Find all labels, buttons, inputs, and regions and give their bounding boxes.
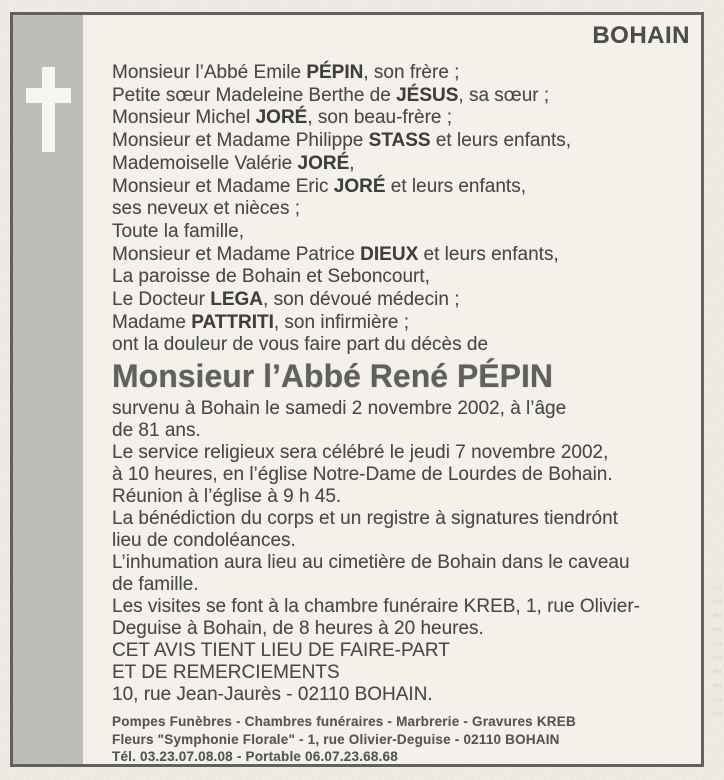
family-name: STASS (368, 130, 431, 152)
side-band (13, 15, 83, 764)
funeral-home-line: Pompes Funèbres - Chambres funéraires - Marbrerie - Gravures KREB (112, 714, 576, 730)
body-line: Les visites se font à la chambre funéraire KREB, 1, rue Olivier- (112, 596, 641, 618)
body-line: à 10 heures, en l’église Notre-Dame de Lourdes de Bohain. (112, 464, 613, 486)
cross-icon (26, 67, 71, 152)
body-line: L’inhumation aura lieu au cimetière de Bohain dans le caveau (112, 552, 630, 574)
family-line: Mademoiselle Valérie JORÉ, (112, 152, 355, 174)
family-line: ont la douleur de vous faire part du décès de (112, 334, 489, 356)
funeral-home-line: Tél. 03.23.07.08.08 - Portable 06.07.23.68.68 (112, 749, 398, 765)
funeral-home-info (112, 713, 695, 766)
family-name: DIEUX (360, 243, 419, 265)
body-line: survenu à Bohain le samedi 2 novembre 2002, à l’âge (112, 398, 567, 420)
funeral-home-line: Fleurs "Symphonie Florale" - 1, rue Olivier-Deguise - 02110 BOHAIN (112, 731, 560, 747)
deceased-name: Monsieur l’Abbé René PÉPIN (112, 358, 553, 395)
body-line: La bénédiction du corps et un registre à signatures tiendrónt (112, 508, 618, 530)
family-line: Le Docteur LEGA, son dévoué médecin ; (112, 289, 460, 311)
family-line: ses neveux et nièces ; (112, 198, 300, 220)
family-line: Monsieur et Madame Eric JORÉ et leurs enfants, (112, 175, 526, 197)
death-notice (10, 12, 704, 767)
body-line: Réunion à l’église à 9 h 45. (112, 486, 342, 508)
body-line: 10, rue Jean-Jaurès - 02110 BOHAIN. (112, 684, 433, 706)
family-name: JORÉ (255, 107, 308, 129)
body-line: de 81 ans. (112, 420, 201, 442)
family-list (112, 62, 695, 357)
family-name: LEGA (210, 289, 264, 311)
body-line: de famille. (112, 574, 199, 596)
family-name: PÉPIN (306, 62, 364, 83)
cross-horizontal-bar (26, 88, 71, 103)
family-line: Madame PATTRITI, son infirmière ; (112, 311, 410, 333)
family-name: JÉSUS (396, 84, 459, 106)
family-line: Monsieur et Madame Philippe STASS et leurs enfants, (112, 130, 572, 152)
family-line: Petite sœur Madeleine Berthe de JÉSUS, sa sœur ; (112, 84, 550, 106)
family-line: Monsieur Michel JORÉ, son beau-frère ; (112, 107, 453, 129)
cross-vertical-bar (42, 67, 55, 152)
family-line: Monsieur l’Abbé Emile PÉPIN, son frère ; (112, 62, 460, 83)
body-line: ET DE REMERCIEMENTS (112, 662, 340, 684)
family-name: JORÉ (297, 152, 350, 174)
family-line: La paroisse de Bohain et Seboncourt, (112, 266, 430, 288)
family-line: Toute la famille, (112, 220, 245, 242)
body-line: CET AVIS TIENT LIEU DE FAIRE-PART (112, 640, 450, 662)
print-bleed-through (713, 585, 722, 715)
family-line: Monsieur et Madame Patrice DIEUX et leurs enfants, (112, 243, 559, 265)
family-name: JORÉ (333, 175, 386, 197)
announcement-body (112, 398, 695, 706)
family-name: PATTRITI (191, 311, 274, 333)
body-line: Le service religieux sera célébré le jeudi 7 novembre 2002, (112, 442, 609, 464)
body-line: lieu de condoléances. (112, 530, 296, 552)
region-label: BOHAIN (592, 22, 690, 49)
notice-content (83, 15, 701, 764)
body-line: Deguise à Bohain, de 8 heures à 20 heures. (112, 618, 484, 640)
